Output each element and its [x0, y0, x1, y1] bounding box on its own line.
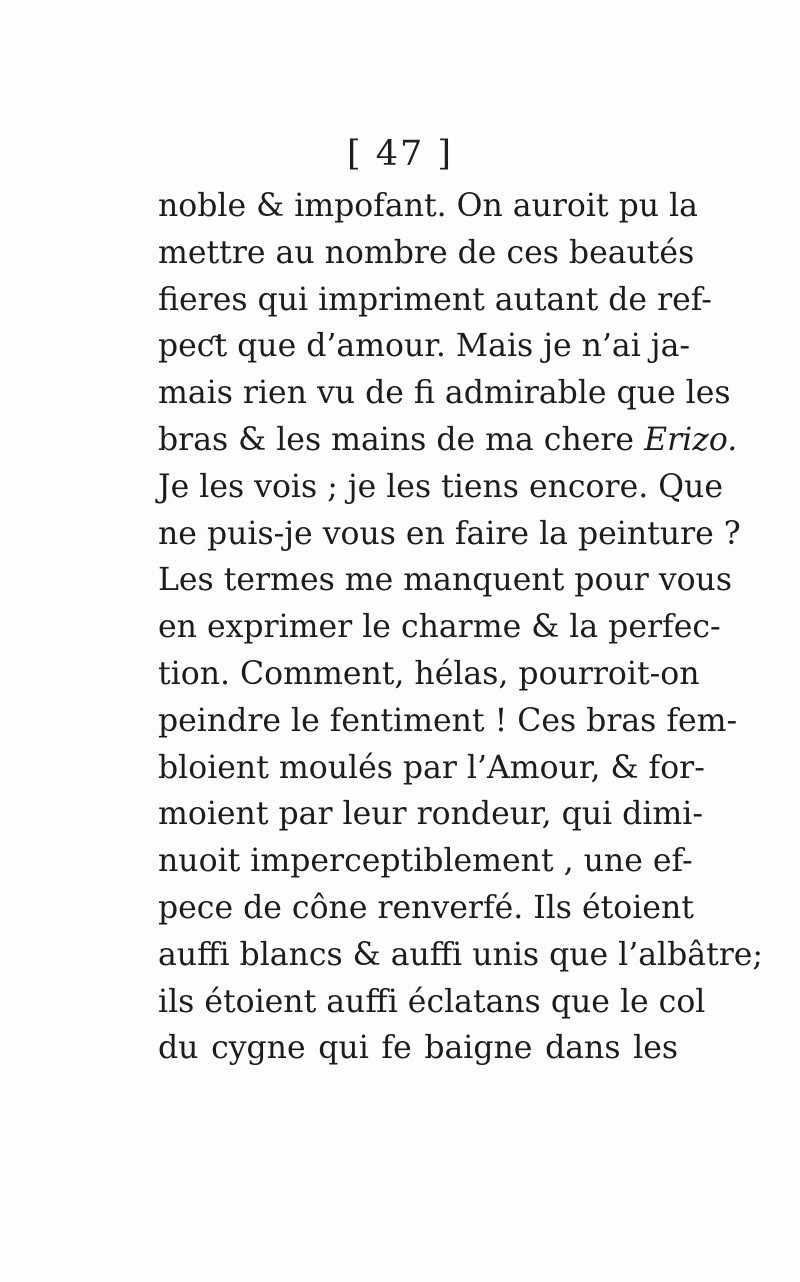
text-line: noble & impofant. On auroit pu la: [158, 188, 698, 224]
text-line: Les termes me manquent pour vous: [158, 562, 732, 599]
text-line: du cygne qui fe baigne dans les: [158, 1030, 678, 1067]
text-line: Je les vois ; je les tiens encore. Que: [158, 468, 723, 505]
text-line: peƈt que d’amour. Mais je n’ai ja-: [158, 328, 690, 365]
text-line: bloient moulés par l’Amour, & for-: [158, 749, 705, 786]
text-line: peindre le fentiment ! Ces bras fem-: [158, 702, 738, 739]
text-line: ils étoient auffi éclatans que le col: [158, 983, 706, 1020]
text-line: tion. Comment, hélas, pourroit-on: [158, 655, 700, 692]
text-line: pece de cône renverfé. Ils étoient: [158, 889, 694, 926]
italic-name: Erizo.: [644, 421, 738, 458]
text-line-roman: bras & les mains de ma chere: [158, 421, 645, 458]
text-line: fieres qui impriment autant de ref-: [158, 281, 712, 318]
text-line: [158, 417, 738, 464]
page-number: [ 47 ]: [346, 134, 454, 174]
text-line: moient par leur rondeur, qui dimi-: [158, 796, 703, 833]
body-text: [158, 183, 764, 1072]
text-line: en exprimer le charme & la perfec-: [158, 609, 721, 646]
text-line: mettre au nombre de ces beautés: [158, 234, 695, 271]
text-line: nuoit imperceptiblement , une ef-: [158, 843, 693, 880]
text-line: auffi blancs & auffi unis que l’albâtre;: [158, 936, 764, 973]
text-line: ne puis-je vous en faire la peinture ?: [158, 515, 741, 552]
text-line: mais rien vu de fi admirable que les: [158, 375, 731, 412]
